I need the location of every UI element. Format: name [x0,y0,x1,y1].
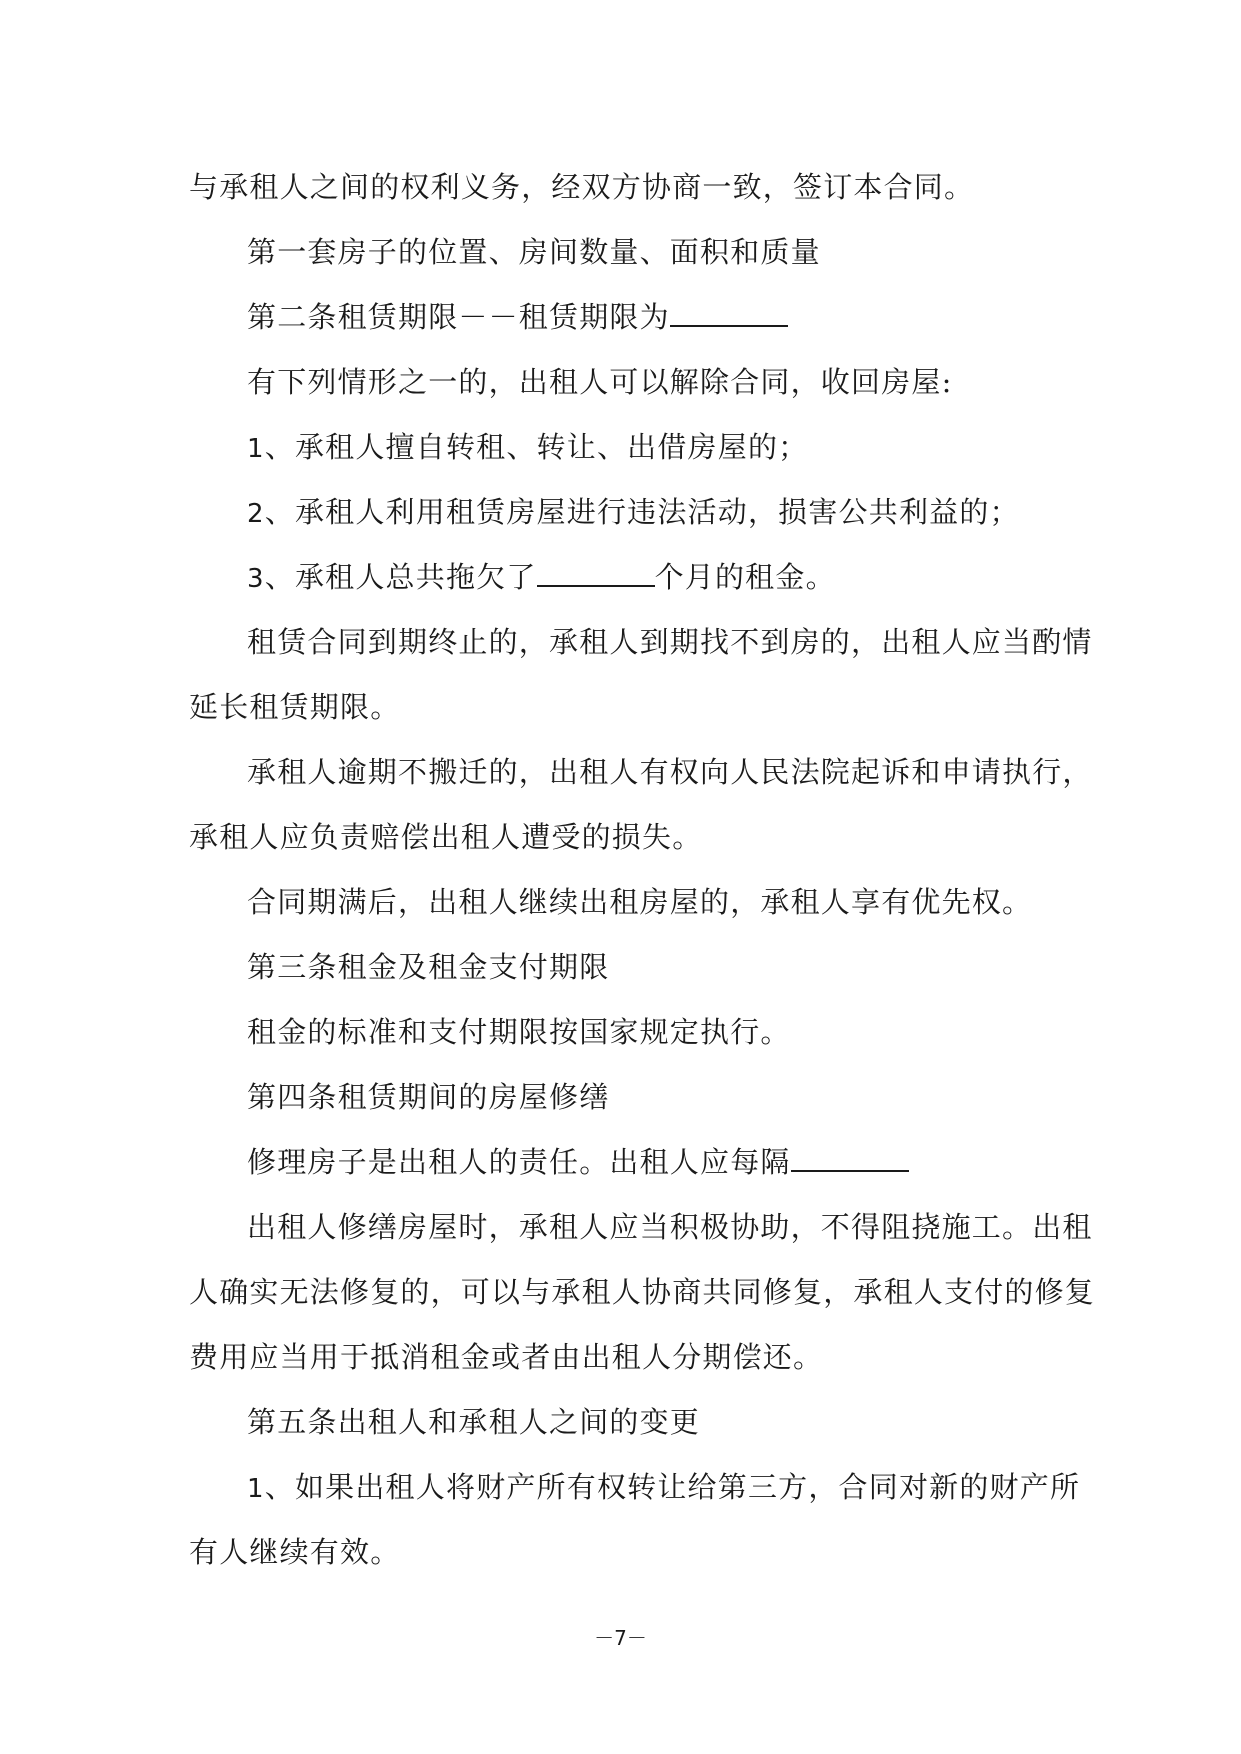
line-text: 、承租人擅自转租、转让、出借房屋的； [264,430,809,464]
paragraph-line: 与承租人之间的权利义务，经双方协商一致，签订本合同。 [189,170,975,204]
paragraph-line: 合同期满后，出租人继续出租房屋的，承租人享有优先权。 [247,885,1033,919]
list-number: 2 [247,499,265,529]
list-number: 1 [247,434,265,464]
paragraph-line: 有人继续有效。 [189,1535,401,1569]
list-item [189,545,1069,610]
paragraph-line: 费用应当用于抵消租金或者由出租人分期偿还。 [189,1340,824,1374]
line-text: 个月的租金。 [654,560,836,594]
section-heading: 第三条租金及租金支付期限 [247,950,610,984]
line-text: 第二条租赁期限－－租赁期限为 [247,300,670,334]
fill-in-blank [791,1140,909,1172]
fill-in-blank [670,295,788,327]
paragraph-line: 第一套房子的位置、房间数量、面积和质量 [247,235,821,269]
paragraph-line: 出租人修缮房屋时，承租人应当积极协助，不得阻挠施工。出租 [247,1210,1093,1244]
paragraph-line: 人确实无法修复的，可以与承租人协商共同修复，承租人支付的修复 [189,1275,1096,1309]
paragraph-line: 承租人逾期不搬迁的，出租人有权向人民法院起诉和申请执行， [247,755,1093,789]
paragraph-line: 延长租赁期限。 [189,690,401,724]
list-item [189,1455,1081,1520]
paragraph-line: 有下列情形之一的，出租人可以解除合同，收回房屋: [247,365,953,399]
list-number: 3 [247,564,265,594]
paragraph-line: 承租人应负责赔偿出租人遭受的损失。 [189,820,703,854]
page-number: －7－ [594,1626,647,1650]
line-text: 、承租人利用租赁房屋进行违法活动，损害公共利益的； [264,495,1020,529]
list-number: 1 [247,1474,265,1504]
line-text: 、承租人总共拖欠了 [264,560,537,594]
list-item [189,415,1069,480]
line-text: 修理房子是出租人的责任。出租人应每隔 [247,1145,791,1179]
list-item [189,480,1069,545]
paragraph-line: 租赁合同到期终止的，承租人到期找不到房的，出租人应当酌情 [247,625,1093,659]
section-heading: 第五条出租人和承租人之间的变更 [247,1405,701,1439]
paragraph-line [189,285,1069,350]
paragraph-line [189,1130,1069,1195]
section-heading: 第四条租赁期间的房屋修缮 [247,1080,610,1114]
paragraph-line: 租金的标准和支付期限按国家规定执行。 [247,1015,791,1049]
line-text: 、如果出租人将财产所有权转让给第三方，合同对新的财产所 [264,1470,1081,1504]
fill-in-blank [537,555,655,587]
document-body [189,155,1096,1585]
